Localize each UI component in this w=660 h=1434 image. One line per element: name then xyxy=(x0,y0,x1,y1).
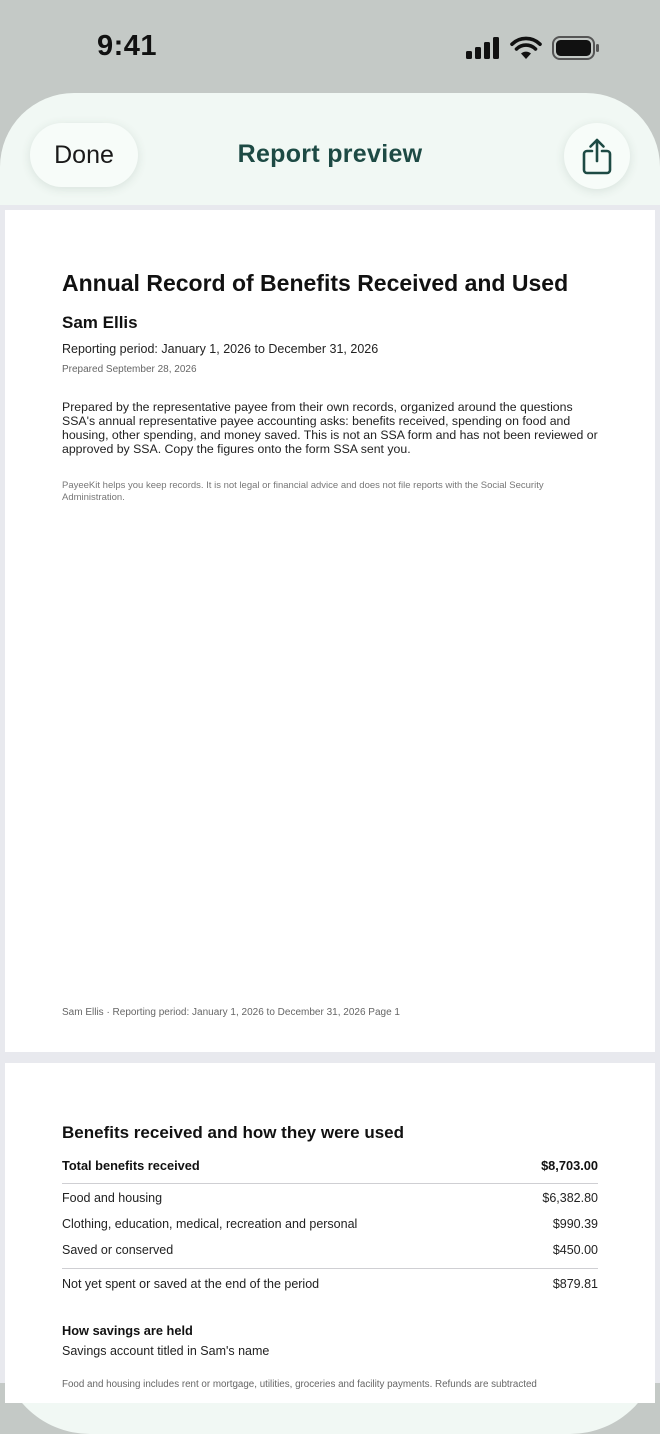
status-icons xyxy=(466,36,600,60)
report-page-2 xyxy=(5,1063,655,1403)
other-spending-row xyxy=(62,1217,598,1231)
row-label: Not yet spent or saved at the end of the period xyxy=(62,1277,320,1291)
savings-description: Savings account titled in Sam's name xyxy=(62,1344,270,1358)
nav-bar xyxy=(0,93,660,205)
saved-row xyxy=(62,1243,598,1257)
intro-paragraph: Prepared by the representative payee from their own records, organized around the questions SSA's annual representative payee accounting asks: benefits received, spending on food and housing, other spending, and money saved. This is not an SSA form and has not been reviewed or approved by SSA. Copy the figures onto the form SSA sent you. xyxy=(62,400,598,456)
prepared-date: Prepared September 28, 2026 xyxy=(62,364,197,375)
share-button[interactable] xyxy=(564,123,630,189)
done-button[interactable]: Done xyxy=(30,123,138,187)
divider xyxy=(62,1268,598,1269)
page-footer: Sam Ellis · Reporting period: January 1, 2026 to December 31, 2026 Page 1 xyxy=(62,1007,400,1018)
share-icon xyxy=(581,137,613,175)
row-label: Food and housing xyxy=(62,1191,163,1205)
row-value: $990.39 xyxy=(552,1217,598,1231)
row-value: $450.00 xyxy=(552,1243,598,1257)
status-bar xyxy=(0,0,660,95)
battery-icon xyxy=(552,36,600,60)
nav-title: Report preview xyxy=(237,140,423,168)
cellular-signal-icon xyxy=(466,37,500,59)
status-time: 9:41 xyxy=(97,30,158,62)
food-housing-row xyxy=(62,1191,598,1205)
disclaimer-text: PayeeKit helps you keep records. It is not legal or financial advice and does not file reports with the Social Security Administration. xyxy=(62,480,544,503)
food-housing-note: Food and housing includes rent or mortgage, utilities, groceries and facility payments. Refunds are subtracted xyxy=(62,1379,537,1390)
divider xyxy=(62,1183,598,1184)
section-title: Benefits received and how they were used xyxy=(62,1123,405,1142)
row-value: $8,703.00 xyxy=(541,1158,598,1173)
report-page-1 xyxy=(5,210,655,1052)
row-label: Saved or conserved xyxy=(62,1243,174,1257)
row-label: Total benefits received xyxy=(62,1158,200,1173)
reporting-period: Reporting period: January 1, 2026 to December 31, 2026 xyxy=(62,342,379,356)
row-label: Clothing, education, medical, recreation and personal xyxy=(62,1217,358,1231)
beneficiary-name: Sam Ellis xyxy=(62,313,138,332)
row-value: $6,382.80 xyxy=(542,1191,598,1205)
report-preview-sheet xyxy=(0,93,660,1434)
row-value: $879.81 xyxy=(552,1277,598,1291)
remaining-row xyxy=(62,1277,598,1291)
wifi-icon xyxy=(510,36,542,60)
report-title: Annual Record of Benefits Received and Used xyxy=(62,270,569,296)
savings-heading: How savings are held xyxy=(62,1323,193,1338)
pdf-pages[interactable] xyxy=(0,205,660,1390)
total-benefits-row xyxy=(62,1158,598,1173)
